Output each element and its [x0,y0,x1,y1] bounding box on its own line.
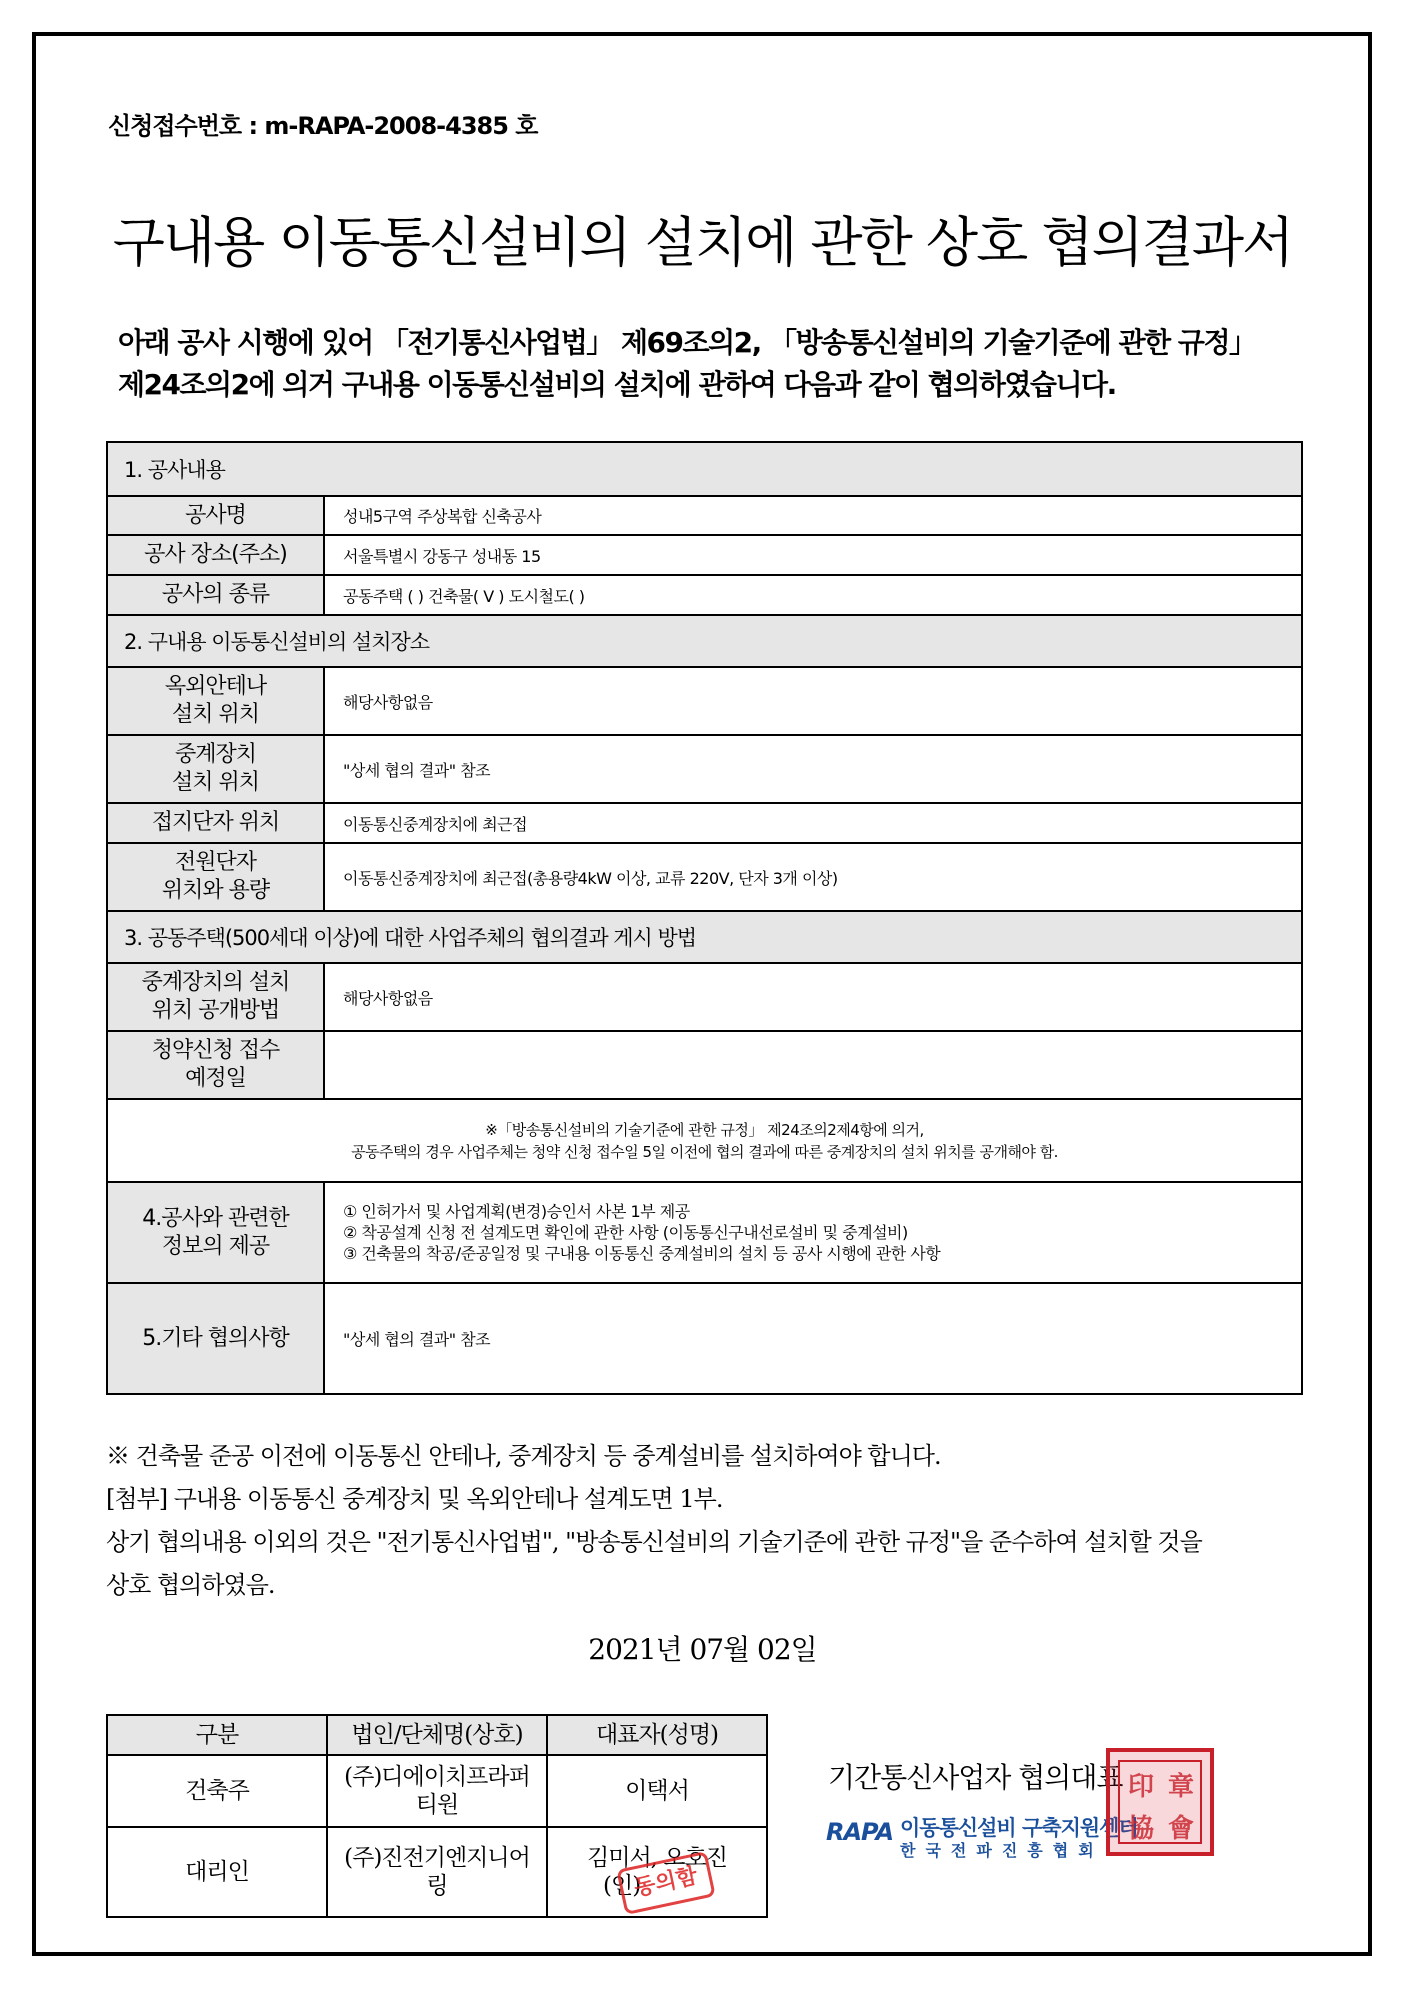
table-row [107,735,1302,803]
label-line: 중계장치 [174,742,256,767]
label-line: 전원단자 [174,850,256,875]
company-line: (주)디에이치프라퍼 [344,1764,530,1790]
note-line-2: 공동주택의 경우 사업주체는 청약 신청 접수일 5일 이전에 협의 결과에 따른 중계장치의 설치 위치를 공개해야 함. [351,1142,1058,1161]
owner-role: 건축주 [107,1755,327,1827]
list-item: ② 착공설계 신청 전 설계도면 확인에 관한 사항 (이동통신구내선로설비 및 중계설비) [343,1223,908,1242]
other-matters-value: "상세 협의 결과" 참조 [324,1283,1302,1394]
agent-company [327,1827,547,1917]
header-company: 법인/단체명(상호) [327,1715,547,1755]
subscription-date-label [107,1031,324,1099]
table-row [107,963,1302,1031]
table-row [107,575,1302,615]
company-line: 링 [426,1873,448,1899]
label-line: 위치 공개방법 [151,998,280,1023]
section-3-header-row [107,911,1302,963]
section-2-header: 2. 구내용 이동통신설비의 설치장소 [107,615,1302,667]
project-type-label: 공사의 종류 [107,575,324,615]
seal-mark: (인) [603,1873,641,1899]
intro-text [118,322,1318,406]
project-name-label: 공사명 [107,496,324,535]
section-3-note [107,1099,1302,1182]
project-name-value: 성내5구역 주상복합 신축공사 [324,496,1302,535]
agreement-stamp: 동의함 [616,1851,716,1915]
label-line: 설치 위치 [171,770,259,795]
note-line: ※ 건축물 준공 이전에 이동통신 안테나, 중계장치 등 중계설비를 설치하여야 합니다. [106,1442,941,1470]
signature-header-row [107,1715,767,1755]
label-line: 위치와 용량 [161,878,270,903]
official-seal-stamp [1106,1748,1214,1856]
project-address-value: 서울특별시 강동구 성내동 15 [324,535,1302,575]
seal-glyph: 協 [1128,1814,1155,1844]
project-type-value: 공동주택 ( ) 건축물( V ) 도시철도( ) [324,575,1302,615]
attachment-line: [첨부] 구내용 이동통신 중계장치 및 옥외안테나 설계도면 1부. [106,1485,723,1513]
document-title: 구내용 이동통신설비의 설치에 관한 상호 협의결과서 [112,211,1293,274]
document-date: 2021년 07월 02일 [588,1633,817,1666]
section-2-header-row [107,615,1302,667]
company-line: (주)진전기엔지니어 [344,1845,530,1871]
list-item: ③ 건축물의 착공/준공일정 및 구내용 이동통신 중계설비의 설치 등 공사 시행에 관한 사항 [343,1244,941,1263]
info-provision-items [324,1182,1302,1283]
outdoor-antenna-value: 해당사항없음 [324,667,1302,735]
repeater-location-label [107,735,324,803]
carrier-representative-title: 기간통신사업자 협의대표 [828,1761,1123,1794]
label-line: 설치 위치 [171,702,259,727]
intro-line-2: 제24조의2에 의거 구내용 이동통신설비의 설치에 관하여 다음과 같이 협의하였습니다. [118,368,1116,401]
consultation-table [106,441,1303,1395]
table-row [107,667,1302,735]
label-line: 청약신청 접수 [151,1038,280,1063]
label-line: 정보의 제공 [161,1233,270,1259]
disclosure-method-value: 해당사항없음 [324,963,1302,1031]
subscription-date-value [324,1031,1302,1099]
table-row [107,1031,1302,1099]
table-row [107,1755,767,1827]
info-provision-label [107,1182,324,1283]
rapa-logo: RAPA [826,1818,894,1846]
header-category: 구분 [107,1715,327,1755]
label-line: 중계장치의 설치 [141,970,290,995]
table-row [107,843,1302,911]
association-name: 한국전파진흥협회 [900,1841,1104,1860]
repeater-location-value: "상세 협의 결과" 참조 [324,735,1302,803]
ground-terminal-label: 접지단자 위치 [107,803,324,843]
other-matters-label: 5.기타 협의사항 [107,1283,324,1394]
company-line: 티원 [415,1792,459,1818]
list-item: ① 인허가서 및 사업계획(변경)승인서 사본 1부 제공 [343,1202,690,1221]
section-3-header: 3. 공동주택(500세대 이상)에 대한 사업주체의 협의결과 게시 방법 [107,911,1302,963]
owner-representative: 이택서 [547,1755,767,1827]
section-3-note-row [107,1099,1302,1182]
table-row [107,1182,1302,1283]
owner-company [327,1755,547,1827]
label-line: 옥외안테나 [164,674,267,699]
rep-line: 김미서, 오호진 [587,1845,727,1871]
table-row [107,535,1302,575]
agent-role: 대리인 [107,1827,327,1917]
intro-line-1: 아래 공사 시행에 있어 「전기통신사업법」 제69조의2, 「방송통신설비의 기술기준에 관한 규정」 [118,326,1256,359]
header-representative: 대표자(성명) [547,1715,767,1755]
table-row [107,1283,1302,1394]
seal-glyph: 會 [1168,1814,1195,1844]
closing-notes [106,1435,1316,1607]
section-1-header: 1. 공사내용 [107,442,1302,496]
seal-glyph: 章 [1168,1772,1195,1802]
table-row [107,803,1302,843]
table-row [107,496,1302,535]
seal-glyph: 印 [1128,1772,1155,1802]
ground-terminal-value: 이동통신중계장치에 최근접 [324,803,1302,843]
center-name: 이동통신설비 구축지원센터 [900,1816,1138,1840]
registration-number: 신청접수번호 : m-RAPA-2008-4385 호 [108,112,538,140]
label-line: 예정일 [185,1066,246,1091]
project-address-label: 공사 장소(주소) [107,535,324,575]
note-line: 상호 협의하였음. [106,1571,275,1599]
power-terminal-value: 이동통신중계장치에 최근접(총용량4kW 이상, 교류 220V, 단자 3개 이상) [324,843,1302,911]
note-line-1: ※「방송통신설비의 기술기준에 관한 규정」 제24조의2제4항에 의거, [485,1120,924,1139]
power-terminal-label [107,843,324,911]
outdoor-antenna-label [107,667,324,735]
section-1-header-row [107,442,1302,496]
label-line: 4.공사와 관련한 [142,1205,289,1231]
note-line: 상기 협의내용 이외의 것은 "전기통신사업법", "방송통신설비의 기술기준에 관한 규정"을 준수하여 설치할 것을 [106,1528,1202,1556]
disclosure-method-label [107,963,324,1031]
